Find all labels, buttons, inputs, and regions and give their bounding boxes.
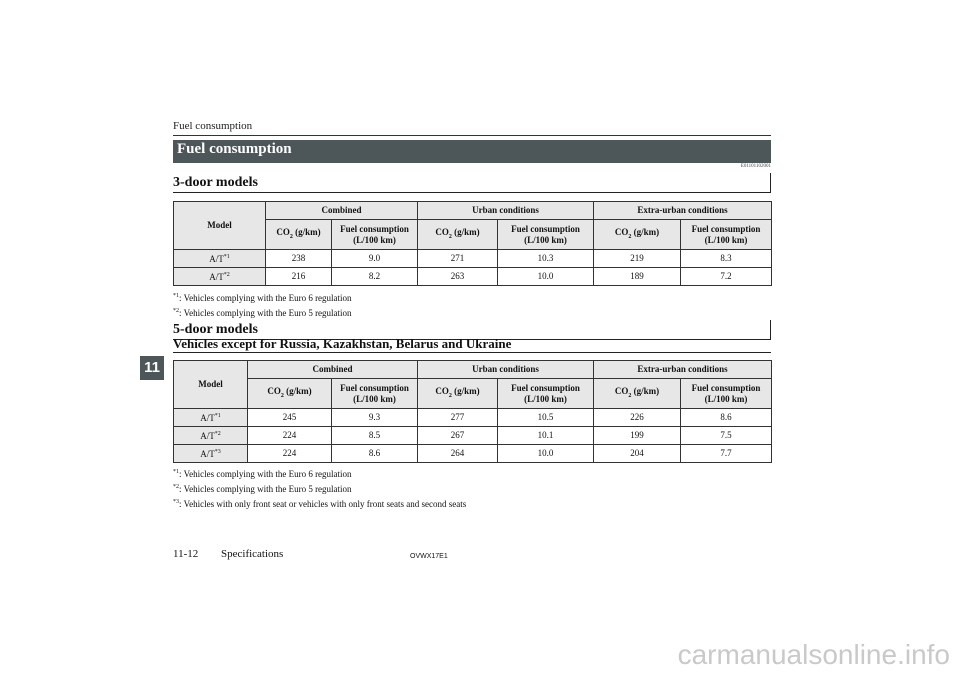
table-row (174, 445, 772, 463)
three-door-table (173, 201, 772, 286)
value-cell: 10.1 (498, 427, 594, 445)
value-cell: 224 (248, 427, 332, 445)
header-fuel: Fuel consumption (L/100 km) (498, 379, 594, 409)
region-subheading-text: Vehicles except for Russia, Kazakhstan, Belarus and Ukraine (173, 336, 512, 351)
chapter-tab: 11 (140, 356, 164, 380)
header-co2: $CO_2$ (g/km) (594, 220, 681, 250)
table-row (174, 427, 772, 445)
value-cell: 199 (594, 427, 681, 445)
footnote: $^{*2}$: Vehicles complying with the Euro 5 regulation (173, 484, 352, 494)
value-cell: 238 (266, 250, 332, 268)
page-number: 11-12 (173, 548, 199, 560)
value-cell: 9.3 (332, 409, 418, 427)
table-row (174, 409, 772, 427)
three-door-notes (173, 290, 352, 320)
value-cell: 7.5 (681, 427, 772, 445)
value-cell: 264 (418, 445, 498, 463)
footnote: $^{*1}$: Vehicles complying with the Euro 6 regulation (173, 469, 352, 479)
header-co2: $CO_2$ (g/km) (418, 379, 498, 409)
table-row (174, 268, 772, 286)
header-model: Model (174, 202, 266, 250)
model-cell: $A/T^{*1}$ (174, 250, 266, 268)
value-cell: 271 (418, 250, 498, 268)
header-co2: $CO_2$ (g/km) (266, 220, 332, 250)
value-cell: 263 (418, 268, 498, 286)
value-cell: 8.6 (332, 445, 418, 463)
value-cell: 226 (594, 409, 681, 427)
model-cell: $A/T^{*2}$ (174, 427, 248, 445)
value-cell: 10.3 (498, 250, 594, 268)
three-door-heading-text: 3-door models (173, 175, 258, 190)
header-rule (173, 135, 771, 136)
header-co2: $CO_2$ (g/km) (594, 379, 681, 409)
value-cell: 224 (248, 445, 332, 463)
page-title: Fuel consumption (177, 141, 292, 157)
five-door-heading-text: 5-door models (173, 322, 258, 337)
header-co2: $CO_2$ (g/km) (248, 379, 332, 409)
region-subheading (173, 336, 771, 353)
value-cell: 267 (418, 427, 498, 445)
header-fuel: Fuel consumption (L/100 km) (681, 220, 772, 250)
header-fuel: Fuel consumption (L/100 km) (332, 220, 418, 250)
footnote: $^{*1}$: Vehicles complying with the Euro 6 regulation (173, 293, 352, 303)
value-cell: 8.5 (332, 427, 418, 445)
value-cell: 7.7 (681, 445, 772, 463)
five-door-table (173, 360, 772, 463)
header-fuel: Fuel consumption (L/100 km) (498, 220, 594, 250)
footnote: $^{*2}$: Vehicles complying with the Euro 5 regulation (173, 308, 352, 318)
model-cell: $A/T^{*1}$ (174, 409, 248, 427)
header-fuel: Fuel consumption (L/100 km) (332, 379, 418, 409)
value-cell: 219 (594, 250, 681, 268)
value-cell: 8.6 (681, 409, 772, 427)
value-cell: 9.0 (332, 250, 418, 268)
value-cell: 245 (248, 409, 332, 427)
value-cell: 10.0 (498, 268, 594, 286)
header-urban: Urban conditions (418, 202, 594, 220)
model-cell: $A/T^{*3}$ (174, 445, 248, 463)
value-cell: 189 (594, 268, 681, 286)
value-cell: 8.3 (681, 250, 772, 268)
value-cell: 7.2 (681, 268, 772, 286)
title-bar (173, 140, 771, 163)
footnote: $^{*3}$: Vehicles with only front seat or vehicles with only front seats and second seats (173, 499, 467, 509)
value-cell: 10.5 (498, 409, 594, 427)
header-combined: Combined (248, 361, 418, 379)
running-header: Fuel consumption (173, 120, 253, 132)
value-cell: 277 (418, 409, 498, 427)
value-cell: 204 (594, 445, 681, 463)
header-extra-urban: Extra-urban conditions (594, 202, 772, 220)
header-extra-urban: Extra-urban conditions (594, 361, 772, 379)
footer-section-name: Specifications (221, 548, 284, 560)
model-cell: $A/T^{*2}$ (174, 268, 266, 286)
three-door-heading (173, 173, 771, 193)
header-urban: Urban conditions (418, 361, 594, 379)
header-combined: Combined (266, 202, 418, 220)
value-cell: 216 (266, 268, 332, 286)
header-model: Model (174, 361, 248, 409)
value-cell: 8.2 (332, 268, 418, 286)
header-fuel: Fuel consumption (L/100 km) (681, 379, 772, 409)
five-door-notes (173, 466, 466, 511)
watermark: carmanualsonline.info (677, 639, 950, 670)
footer-doc-code: OVWX17E1 (410, 553, 448, 560)
table-row (174, 250, 772, 268)
value-cell: 10.0 (498, 445, 594, 463)
header-co2: $CO_2$ (g/km) (418, 220, 498, 250)
section-code: E01101102001 (740, 164, 771, 169)
